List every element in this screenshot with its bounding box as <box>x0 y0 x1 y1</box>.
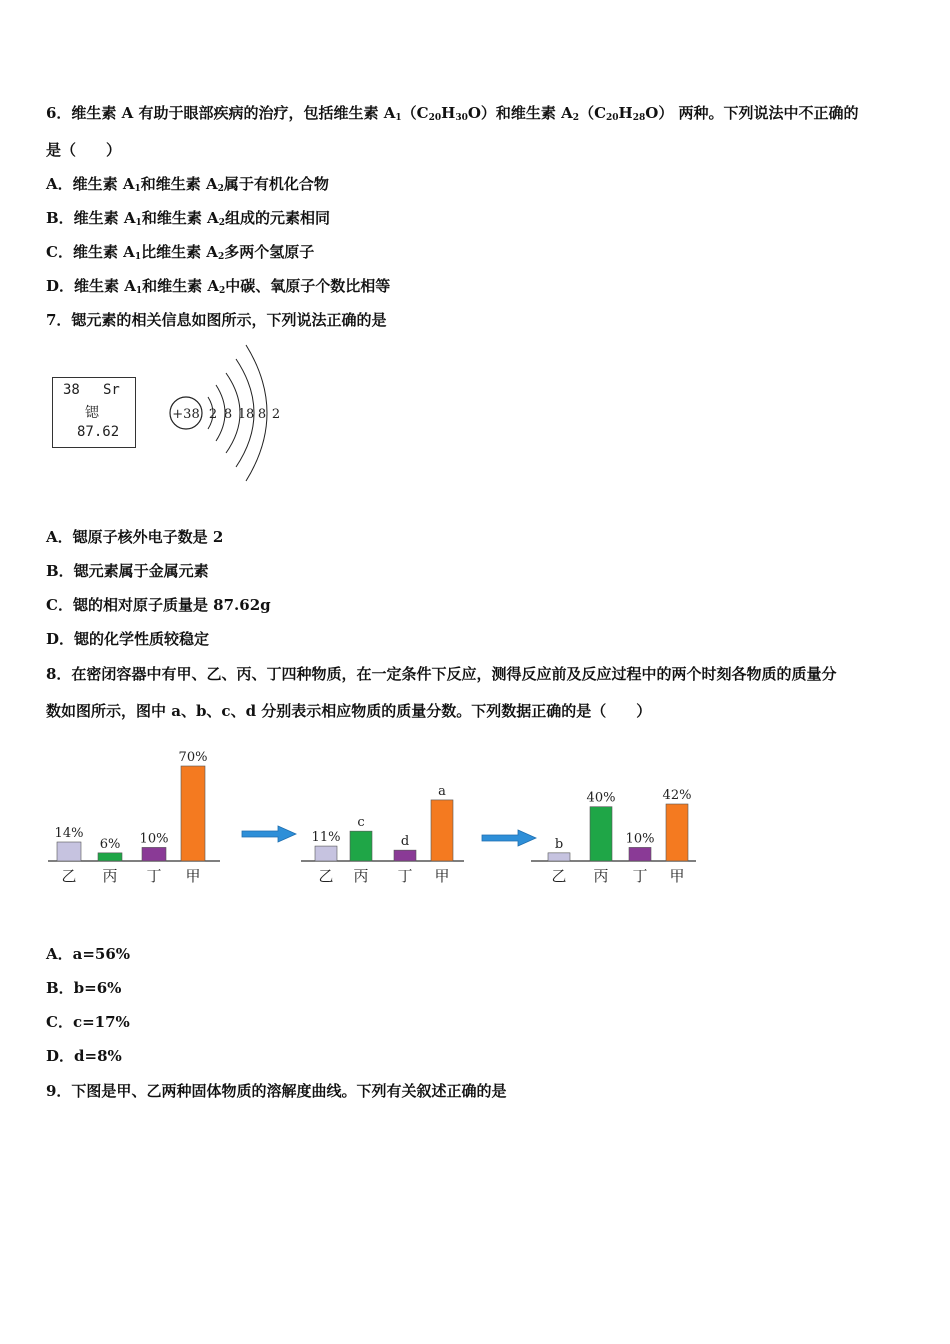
opt-sub: 2 <box>218 218 225 228</box>
data-label: 6% <box>99 836 121 852</box>
q8-option-b[interactable]: B．b=6% <box>46 979 122 997</box>
q7-option-c[interactable]: C．锶的相对原子质量是 87.62g <box>46 596 271 614</box>
data-label: c <box>357 815 365 831</box>
category-label: 丁 <box>397 867 413 885</box>
opt-sub: 1 <box>135 218 142 228</box>
bar-2 <box>350 831 372 861</box>
opt-text: 多两个氢原子 <box>224 243 315 261</box>
atomic-mass: 87.62 <box>77 424 120 440</box>
element-name: 锶 <box>85 405 99 421</box>
bar-1 <box>57 842 81 861</box>
opt-sub: 2 <box>219 286 226 296</box>
data-label: a <box>438 783 446 799</box>
bar-chart-initial <box>45 735 225 895</box>
data-label: 11% <box>311 830 341 846</box>
bar-1 <box>315 846 337 861</box>
data-label: 10% <box>625 831 655 847</box>
shell-electrons: 2 <box>271 407 281 422</box>
data-label: 14% <box>54 826 84 841</box>
arrow-shape <box>242 826 296 842</box>
element-card <box>52 377 136 448</box>
opt-text: 比维生素 A <box>141 243 218 261</box>
q6-text: 6．维生素 A 有助于眼部疾病的治疗，包括维生素 A <box>46 104 396 122</box>
category-label: 甲 <box>434 867 450 885</box>
opt-text: 和维生素 A <box>140 175 218 193</box>
data-label: d <box>400 834 410 850</box>
q6-text: O） 两种。下列说法中不正确的 <box>645 104 859 122</box>
q7-option-a[interactable]: A．锶原子核外电子数是 2 <box>46 528 224 546</box>
q7-stem: 7．锶元素的相关信息如图所示，下列说法正确的是 <box>46 311 387 329</box>
opt-text: A．维生素 A <box>46 175 135 193</box>
opt-text: 中碳、氧原子个数比相等 <box>225 277 391 295</box>
category-label: 乙 <box>551 867 567 885</box>
bar-chart-final <box>528 735 703 895</box>
data-label: 40% <box>586 790 616 806</box>
data-label: 70% <box>178 750 208 765</box>
q6-text: H <box>441 104 456 122</box>
shell-electrons: 2 <box>208 407 218 422</box>
opt-text: C．维生素 A <box>46 243 135 261</box>
q6-stem-line2: 是（ ） <box>46 141 122 159</box>
opt-sub: 2 <box>217 252 225 262</box>
category-label: 乙 <box>61 867 77 885</box>
q6-text: （C <box>579 104 607 122</box>
atomic-structure-diagram <box>160 335 300 485</box>
opt-text: 和维生素 A <box>141 209 219 227</box>
data-label: 42% <box>662 788 692 803</box>
shell-electrons: 18 <box>237 407 255 422</box>
opt-sub: 1 <box>134 252 142 262</box>
q7-option-b[interactable]: B．锶元素属于金属元素 <box>46 562 209 580</box>
category-label: 甲 <box>185 867 201 885</box>
q6-text: （C <box>401 104 429 122</box>
nucleus-charge: +38 <box>172 407 200 422</box>
category-label: 乙 <box>318 867 334 885</box>
q6-sub: 20 <box>428 113 442 123</box>
q6-text: O）和维生素 A <box>467 104 573 122</box>
bar-2 <box>590 807 612 861</box>
q8-option-d[interactable]: D．d=8% <box>46 1047 122 1065</box>
bar-4 <box>181 766 205 861</box>
category-label: 丙 <box>102 867 118 885</box>
data-label: b <box>554 836 564 852</box>
q8-option-c[interactable]: C．c=17% <box>46 1013 130 1031</box>
arrow-icon <box>240 824 300 844</box>
q6-sub: 28 <box>632 113 646 123</box>
bar-2 <box>98 853 122 861</box>
bar-3 <box>142 847 166 861</box>
q8-option-a[interactable]: A．a=56% <box>46 945 131 963</box>
q9-stem: 9．下图是甲、乙两种固体物质的溶解度曲线。下列有关叙述正确的是 <box>46 1082 507 1100</box>
bar-1 <box>548 853 570 861</box>
opt-text: D．维生素 A <box>46 277 136 295</box>
shell-electrons: 8 <box>223 407 233 422</box>
q8-stem-line2: 数如图所示，图中 a、b、c、d 分别表示相应物质的质量分数。下列数据正确的是（ ） <box>46 702 652 720</box>
opt-text: 和维生素 A <box>142 277 220 295</box>
bar-3 <box>394 850 416 861</box>
opt-text: 组成的元素相同 <box>224 209 330 227</box>
q6-sub: 30 <box>455 113 468 123</box>
opt-sub: 2 <box>217 184 224 194</box>
q6-stem-line1 <box>46 102 859 123</box>
opt-sub: 1 <box>135 286 143 296</box>
q6-sub: 20 <box>606 113 619 123</box>
bar-4 <box>666 804 688 861</box>
q6-sub: 2 <box>572 113 580 123</box>
bar-3 <box>629 847 651 861</box>
q6-option-c[interactable] <box>46 241 314 262</box>
q6-option-d[interactable] <box>46 275 390 296</box>
bar-4 <box>431 800 453 861</box>
atomic-number: 38 <box>63 382 80 398</box>
q6-option-b[interactable] <box>46 207 330 228</box>
q6-text: H <box>618 104 633 122</box>
shell-electrons: 8 <box>257 407 267 422</box>
category-label: 丙 <box>353 867 369 885</box>
category-label: 甲 <box>669 867 685 885</box>
q7-option-d[interactable]: D．锶的化学性质较稳定 <box>46 630 210 648</box>
data-label: 10% <box>139 831 169 847</box>
category-label: 丁 <box>146 867 162 885</box>
element-symbol: Sr <box>103 382 120 398</box>
q6-option-a[interactable] <box>46 173 329 194</box>
opt-text: B．维生素 A <box>46 209 136 227</box>
category-label: 丙 <box>593 867 609 885</box>
category-label: 丁 <box>632 867 648 885</box>
q6-sub: 1 <box>395 113 402 123</box>
bar-chart-intermediate <box>298 735 468 895</box>
q8-stem-line1: 8．在密闭容器中有甲、乙、丙、丁四种物质，在一定条件下反应，测得反应前及反应过程中的两个时刻各物质的质量分 <box>46 665 837 683</box>
opt-sub: 1 <box>134 184 141 194</box>
opt-text: 属于有机化合物 <box>223 175 329 193</box>
